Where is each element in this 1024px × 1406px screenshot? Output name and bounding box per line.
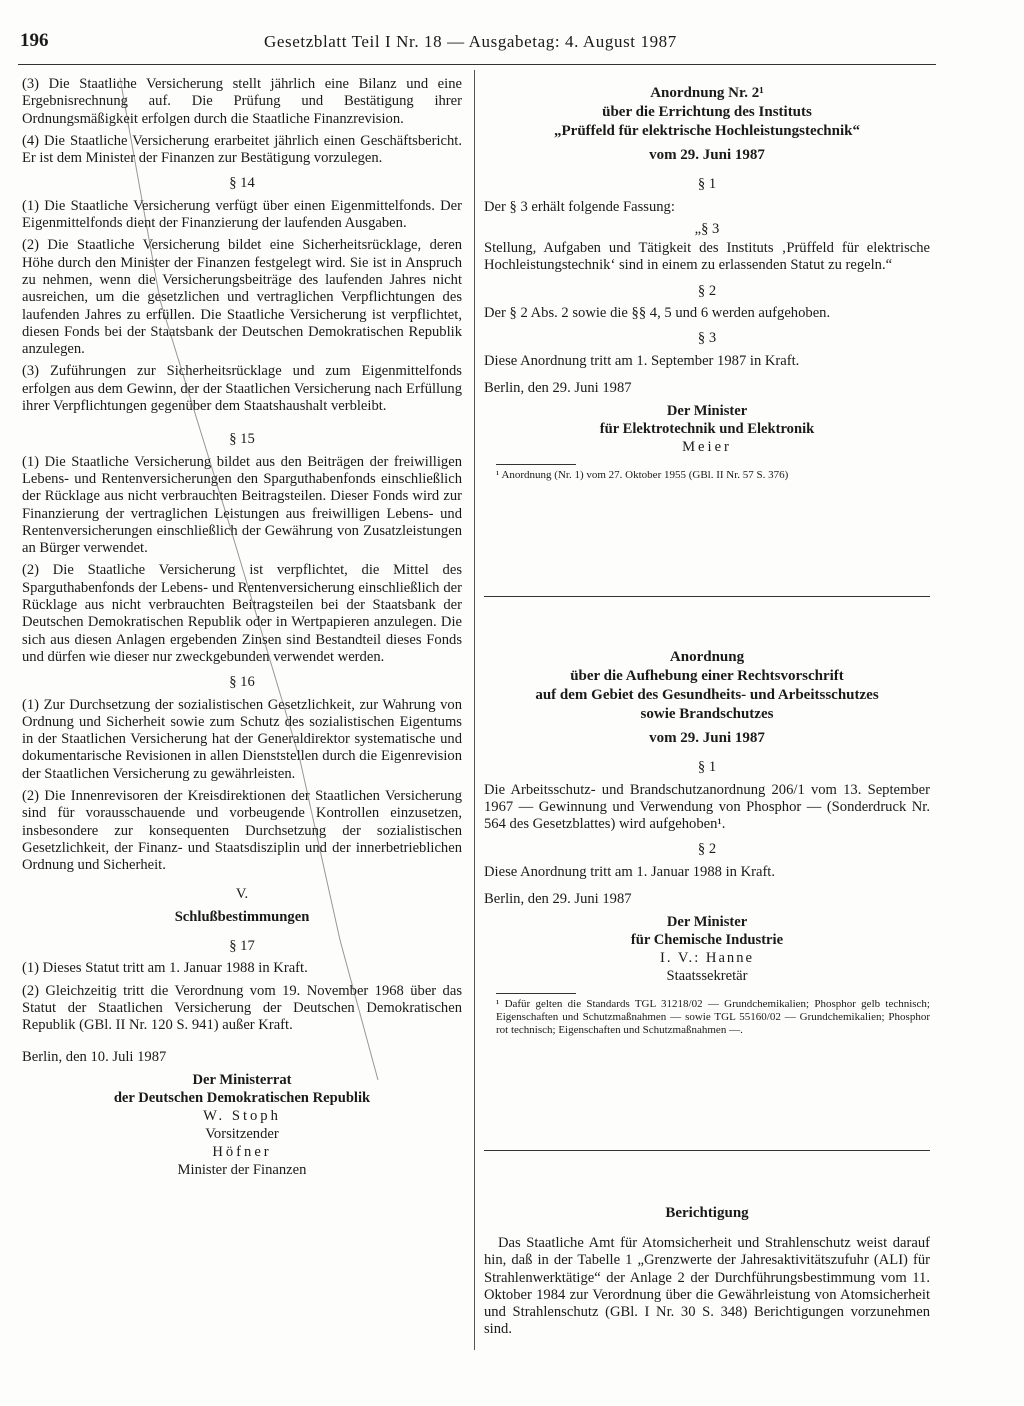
header-title: Gesetzblatt Teil I Nr. 18 — Ausgabetag: 4. August 1987 bbox=[264, 32, 677, 51]
paragraph-17-1: (1) Dieses Statut tritt am 1. Januar 1988 in Kraft. bbox=[22, 960, 308, 977]
aufhebung-signatory-1: Der Minister bbox=[666, 914, 748, 931]
paragraph-14-1: (1) Die Staatliche Versicherung verfügt über einen Eigenmittelfonds. Der Eigenmittelfonds dient der Finanzierung der laufenden Ausgaben. bbox=[22, 197, 462, 232]
anordnung-2-title-line-2: über die Errichtung des Instituts bbox=[602, 104, 812, 120]
anordnung-2-footnote-rule bbox=[496, 464, 576, 465]
berichtigung-title: Berichtigung bbox=[665, 1205, 749, 1221]
paragraph-16-2: (2) Die Innenrevisoren der Kreisdirektionen der Staatlichen Versicherung sind für vorausschauende und vorbeugende Kontrollen einzusetzen, insbesondere zur konsequenten Durchsetzung der sozialistischen Gesetzlichkeit, der Finanz- und Staatsdisziplin und der innerbetrieblichen Ordnung und Sicherheit. bbox=[22, 787, 462, 874]
section-14-heading: § 14 bbox=[229, 175, 255, 192]
anordnung-2-footnote: ¹ Anordnung (Nr. 1) vom 27. Oktober 1955 (GBl. II Nr. 57 S. 376) bbox=[496, 469, 789, 482]
section-17-heading: § 17 bbox=[229, 938, 255, 955]
paragraph-14-3: (3) Zuführungen zur Sicherheitsrücklage und zum Eigenmittelfonds erfolgen aus dem Gewinn, der der Staatlichen Versicherung nach Erfüllung ihrer Verpflichtungen gegenüber dem Staatshaushalt verbleibt. bbox=[22, 363, 462, 415]
anordnung-2-quoted-section-3: „§ 3 bbox=[694, 220, 720, 237]
anordnung-2-section-2: § 2 bbox=[697, 282, 717, 299]
signatory-name-1: W. Stoph bbox=[203, 1107, 281, 1124]
section-separator-1 bbox=[484, 596, 930, 597]
aufhebung-section-1-text: Die Arbeitsschutz- und Brandschutzanordnung 206/1 vom 13. September 1967 — Gewinnung und Verwendung von Phosphor — (Sonderdruck Nr. 564 des Gesetzblattes) wird aufgehoben¹. bbox=[484, 781, 930, 833]
aufhebung-signatory-role: Staatssekretär bbox=[666, 968, 748, 985]
aufhebung-title-line-2: über die Aufhebung einer Rechtsvorschrift bbox=[570, 668, 844, 684]
signatory-role-1: Vorsitzender bbox=[205, 1125, 279, 1142]
anordnung-2-signatory-1: Der Minister bbox=[666, 403, 748, 420]
paragraph-14-2: (2) Die Staatliche Versicherung bildet eine Sicherheitsrücklage, deren Höhe durch den Minister der Finanzen festgelegt wird. Sie ist in Anspruch zu nehmen, wenn die Versicherungsbeiträge des laufenden Jahres nicht ausreichen, um die gesetzlichen und vertraglichen Verpflichtungen des laufenden Jahres zu erfüllen. Die Staatliche Versicherung ist verpflichtet, diesen Fonds bei der Staatsbank der Deutschen Demokratischen Republik anzulegen. bbox=[22, 237, 462, 358]
aufhebung-footnote-rule bbox=[496, 993, 576, 994]
signatory-role-2: Minister der Finanzen bbox=[177, 1161, 307, 1178]
anordnung-2-signatory-2: für Elektrotechnik und Elektronik bbox=[599, 421, 815, 438]
anordnung-2-title bbox=[484, 84, 930, 141]
right-column-anordnung-aufhebung bbox=[484, 648, 930, 1037]
right-column-berichtigung bbox=[484, 1204, 930, 1344]
column-divider bbox=[474, 70, 475, 1350]
aufhebung-title-line-4: sowie Brandschutzes bbox=[640, 706, 774, 722]
berichtigung-text: Das Staatliche Amt für Atomsicherheit und Strahlenschutz weist darauf hin, daß in der Tabelle 1 „Grenzwerte der Jahresaktivitätszufuhr (ALI) für Strahlenwerktätige“ der Anlage 2 der Durchführungsbestimmung vom 11. Oktober 1984 zur Verordnung über die Gewährleistung von Atomsicherheit und Strahlenschutz (GBl. I Nr. 30 S. 348) Berichtigungen vorzunehmen sind. bbox=[484, 1235, 930, 1338]
header-rule bbox=[18, 64, 936, 65]
signatory-name-2: Höfner bbox=[212, 1143, 272, 1160]
aufhebung-footnote: ¹ Dafür gelten die Standards TGL 31218/02 — Grundchemikalien; Phosphor gelb technisch; Eigenschaften und Schutzmaßnahmen — sowie TGL 55160/02 — Grundchemikalien; Phosphor rot technisch; Eigenschaften und Schutzmaßnahmen —. bbox=[496, 998, 930, 1037]
paragraph-13-4: (4) Die Staatliche Versicherung erarbeitet jährlich einen Geschäftsbericht. Er ist dem Minister der Finanzen zur Bestätigung vorzulegen. bbox=[22, 132, 462, 167]
aufhebung-title-line-1: Anordnung bbox=[669, 649, 745, 665]
section-16-heading: § 16 bbox=[229, 674, 255, 691]
anordnung-2-signatory-name: Meier bbox=[682, 439, 732, 456]
paragraph-13-3: (3) Die Staatliche Versicherung stellt jährlich eine Bilanz und eine Ergebnisrechnung auf. Die Prüfung und Bestätigung ihrer Ordnungsmäßigkeit erfolgen durch die Staatliche Finanzrevision. bbox=[22, 76, 462, 127]
section-15-heading: § 15 bbox=[229, 431, 255, 448]
aufhebung-section-2-text: Diese Anordnung tritt am 1. Januar 1988 in Kraft. bbox=[484, 863, 776, 880]
aufhebung-signatory-name: I. V.: Hanne bbox=[660, 950, 754, 967]
anordnung-2-section-3-text: Diese Anordnung tritt am 1. September 1987 in Kraft. bbox=[484, 352, 800, 369]
anordnung-2-date: vom 29. Juni 1987 bbox=[649, 147, 765, 163]
anordnung-2-section-1-text: Der § 3 erhält folgende Fassung: bbox=[484, 198, 675, 215]
part-v-number: V. bbox=[235, 886, 249, 903]
page-number: 196 bbox=[20, 30, 49, 51]
anordnung-2-title-line-1: Anordnung Nr. 2¹ bbox=[650, 85, 764, 101]
anordnung-2-place-date: Berlin, den 29. Juni 1987 bbox=[484, 379, 632, 396]
aufhebung-section-2: § 2 bbox=[697, 841, 717, 858]
paragraph-15-1: (1) Die Staatliche Versicherung bildet aus den Beiträgen der freiwilligen Lebens- und Rentenversicherungen den Sparguthabenfonds einschließlich der Rücklage aus nicht verbrauchten Beitragsteilen. Dieser Fonds wird zur Finanzierung der vertraglichen Leistungen aus freiwilligen Lebens- und Rentenversicherungen einschließlich der Gewährung von Zusatzleistungen an Bürger verwendet. bbox=[22, 453, 462, 557]
page-header bbox=[20, 30, 960, 56]
aufhebung-place-date: Berlin, den 29. Juni 1987 bbox=[484, 891, 632, 908]
signatory-org-1: Der Ministerrat bbox=[192, 1071, 292, 1088]
aufhebung-title bbox=[484, 648, 930, 724]
paragraph-15-2: (2) Die Staatliche Versicherung ist verpflichtet, die Mittel des Sparguthabenfonds der Lebens- und Rentenversicherung einschließlich der Rücklage aus nicht verbrauchten Beitragsteilen bei der Staatsbank der Deutschen Demokratischen Republik oder in Wertpapieren anzulegen. Die sich aus diesen Anlagen ergebenden Zinsen sind Bestandteil dieses Fonds und dürfen wie dieser nur zweckgebunden verwendet werden. bbox=[22, 562, 462, 665]
aufhebung-title-line-3: auf dem Gebiet des Gesundheits- und Arbeitsschutzes bbox=[535, 687, 879, 703]
aufhebung-signatory-2: für Chemische Industrie bbox=[630, 932, 784, 949]
left-column bbox=[22, 76, 462, 1179]
anordnung-2-section-3: § 3 bbox=[697, 330, 717, 347]
section-separator-2 bbox=[484, 1150, 930, 1151]
anordnung-2-section-2-text: Der § 2 Abs. 2 sowie die §§ 4, 5 und 6 werden aufgehoben. bbox=[484, 305, 831, 322]
anordnung-2-section-1: § 1 bbox=[697, 176, 717, 193]
anordnung-2-title-line-3: „Prüffeld für elektrische Hochleistungstechnik“ bbox=[554, 123, 860, 139]
right-column-anordnung-2 bbox=[484, 84, 930, 482]
anordnung-2-quoted-section-3-text: Stellung, Aufgaben und Tätigkeit des Instituts ‚Prüffeld für elektrische Hochleistungstechnik‘ sind in einem zu erlassenden Statut zu regeln.“ bbox=[484, 240, 930, 274]
aufhebung-section-1: § 1 bbox=[697, 759, 717, 776]
part-v-title: Schlußbestimmungen bbox=[174, 908, 310, 925]
aufhebung-date: vom 29. Juni 1987 bbox=[649, 730, 765, 746]
paragraph-17-2: (2) Gleichzeitig tritt die Verordnung vom 19. November 1968 über das Statut der Staatlichen Versicherung der Deutschen Demokratischen Republik (GBl. II Nr. 120 S. 941) außer Kraft. bbox=[22, 982, 462, 1034]
paragraph-16-1: (1) Zur Durchsetzung der sozialistischen Gesetzlichkeit, zur Wahrung von Ordnung und Sicherheit sowie zum Schutz des sozialistischen Eigentums in der Staatlichen Versicherung hat der Generaldirektor systematische und dokumentarische Revisionen in allen Dienststellen durch die Eigenrevision der Staatlichen Versicherung zu gewährleisten. bbox=[22, 696, 462, 782]
signatory-org-2: der Deutschen Demokratischen Republik bbox=[113, 1089, 371, 1106]
left-place-date: Berlin, den 10. Juli 1987 bbox=[22, 1048, 167, 1065]
